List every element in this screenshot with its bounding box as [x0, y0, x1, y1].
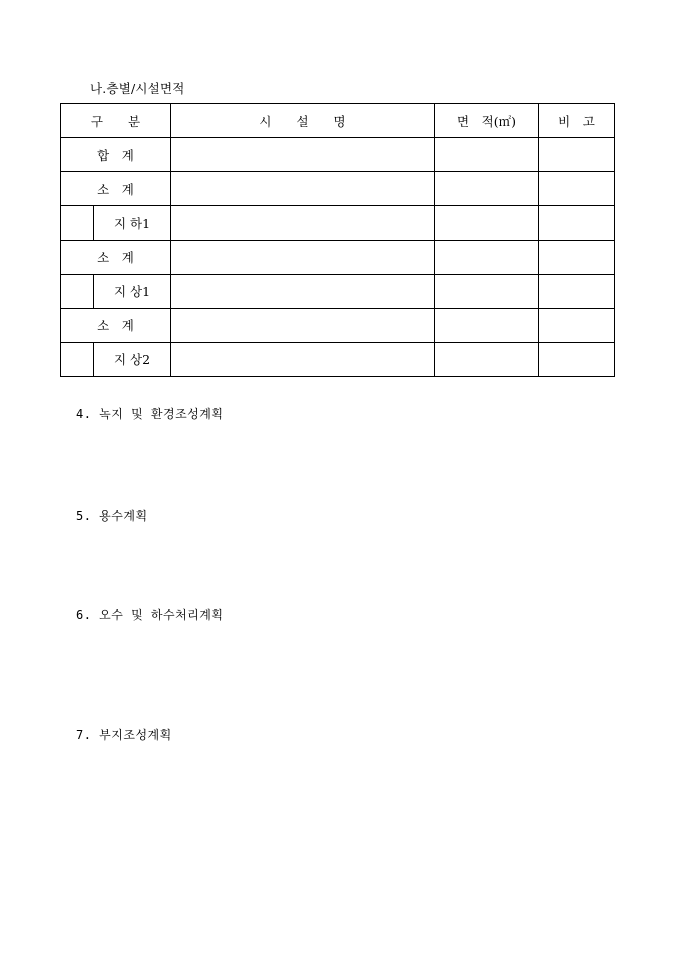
- cell-note: [539, 308, 615, 342]
- table-row: [61, 308, 615, 342]
- cell-facility: [171, 172, 435, 206]
- cell-area: [435, 240, 539, 274]
- indent-cell: [61, 206, 94, 240]
- cell-area: [435, 308, 539, 342]
- table-row: [61, 240, 615, 274]
- facility-area-table: [60, 103, 615, 377]
- row-label-total: 합 계: [61, 138, 171, 172]
- cell-area: [435, 138, 539, 172]
- section-subtitle: 나.층별/시설면적: [90, 81, 185, 96]
- cell-facility: [171, 138, 435, 172]
- header-category: 구 분: [61, 104, 171, 138]
- cell-facility: [171, 274, 435, 308]
- row-label-subtotal: 소 계: [61, 240, 171, 274]
- row-label-floor2: 지 상2: [94, 342, 171, 376]
- cell-area: [435, 342, 539, 376]
- cell-note: [539, 172, 615, 206]
- cell-area: [435, 274, 539, 308]
- table-header-row: [61, 104, 615, 138]
- cell-note: [539, 206, 615, 240]
- cell-facility: [171, 308, 435, 342]
- row-label-subtotal: 소 계: [61, 308, 171, 342]
- indent-cell: [61, 342, 94, 376]
- header-facility-name: 시 설 명: [171, 104, 435, 138]
- row-label-basement1: 지 하1: [94, 206, 171, 240]
- table-row: [61, 172, 615, 206]
- cell-facility: [171, 342, 435, 376]
- cell-facility: [171, 206, 435, 240]
- section-heading-water-supply: 5. 용수계획: [76, 509, 148, 523]
- cell-facility: [171, 240, 435, 274]
- header-area: 면 적(㎡): [435, 104, 539, 138]
- section-heading-greenery: 4. 녹지 및 환경조성계획: [76, 407, 224, 421]
- header-note: 비 고: [539, 104, 615, 138]
- cell-area: [435, 206, 539, 240]
- indent-cell: [61, 274, 94, 308]
- section-heading-sewage: 6. 오수 및 하수처리계획: [76, 608, 224, 622]
- table-row: [61, 206, 615, 240]
- row-label-subtotal: 소 계: [61, 172, 171, 206]
- table-row: [61, 342, 615, 376]
- table-row: [61, 274, 615, 308]
- cell-note: [539, 274, 615, 308]
- section-heading-site-preparation: 7. 부지조성계획: [76, 728, 172, 742]
- cell-area: [435, 172, 539, 206]
- cell-note: [539, 138, 615, 172]
- cell-note: [539, 240, 615, 274]
- row-label-floor1: 지 상1: [94, 274, 171, 308]
- cell-note: [539, 342, 615, 376]
- table-row: [61, 138, 615, 172]
